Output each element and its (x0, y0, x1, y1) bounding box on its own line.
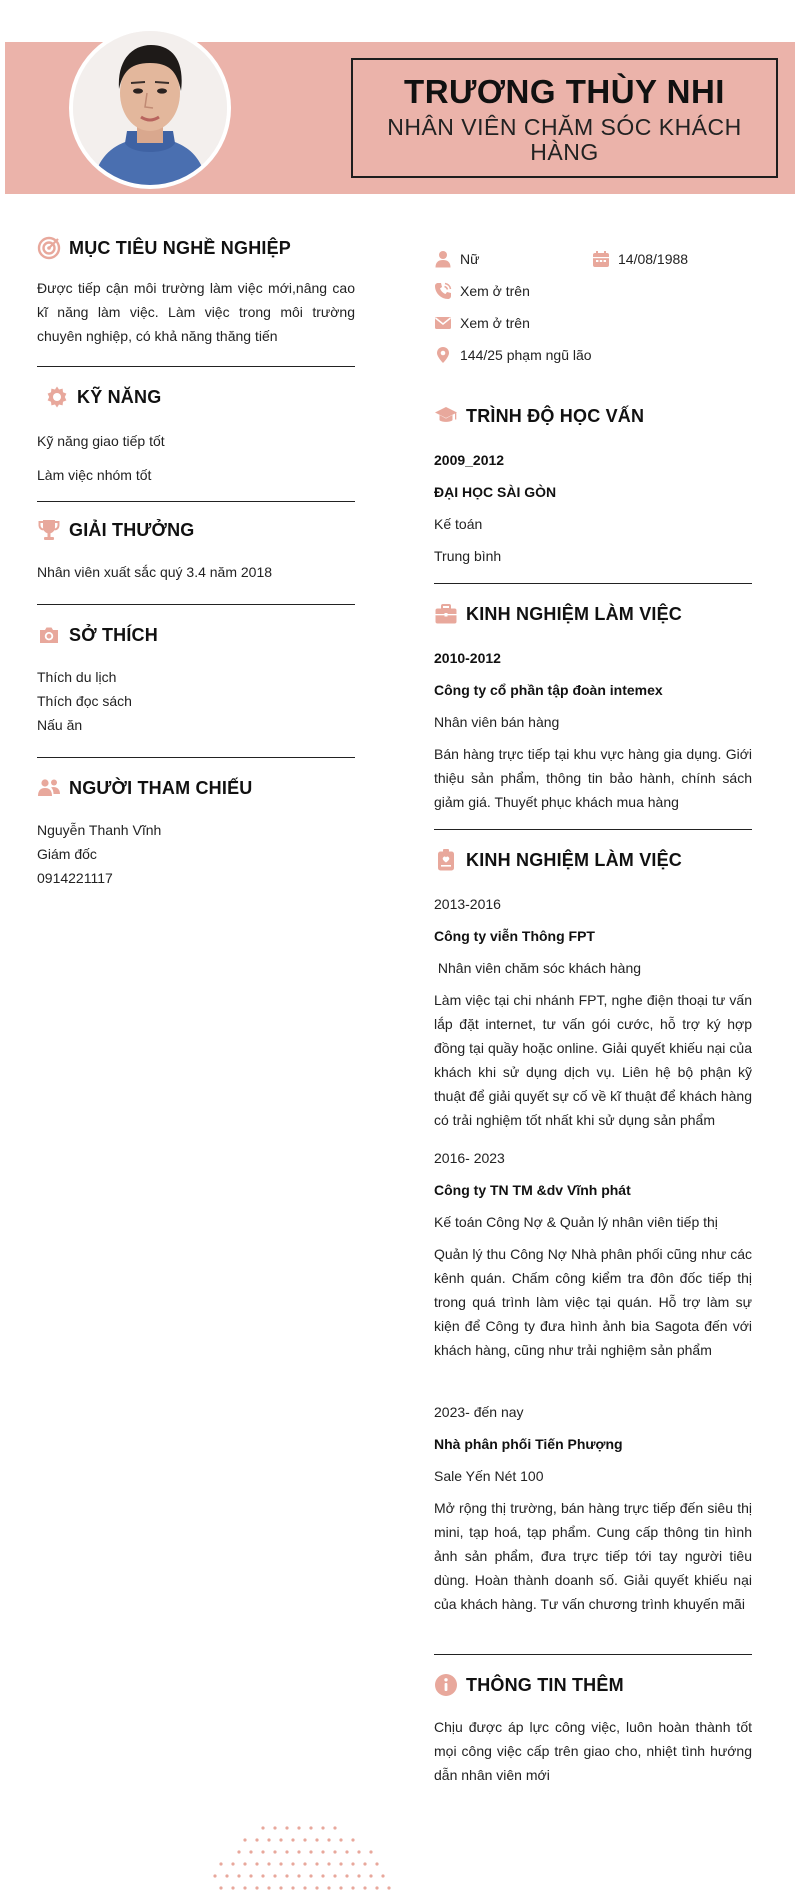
hobbies-list (37, 665, 355, 737)
job-period: 2016- 2023 (434, 1150, 505, 1166)
gender-item (434, 250, 479, 268)
target-icon (37, 236, 61, 260)
envelope-icon (434, 314, 452, 332)
skills-heading-label: KỸ NĂNG (77, 386, 162, 407)
portrait-image (73, 31, 227, 185)
school-name: ĐẠI HỌC SÀI GÒN (434, 484, 557, 500)
people-icon (37, 776, 61, 800)
list-item: Thích du lịch (37, 669, 117, 685)
company-name: Công ty TN TM &dv Vĩnh phát (434, 1182, 631, 1198)
birthday-item (592, 250, 688, 268)
phone-value: Xem ở trên (460, 283, 530, 299)
name-title-box (351, 58, 778, 178)
person-icon (434, 250, 452, 268)
right-column (434, 240, 752, 1787)
list-item: Giám đốc (37, 846, 97, 862)
list-item: Nguyễn Thanh Vĩnh (37, 822, 162, 838)
job-entry (434, 1400, 752, 1616)
hobbies-heading-label: SỞ THÍCH (69, 624, 158, 645)
experience1-heading-label: KINH NGHIỆM LÀM VIỆC (466, 603, 683, 624)
company-name: Nhà phân phối Tiến Phượng (434, 1436, 623, 1452)
trophy-icon (37, 518, 61, 542)
experience1-entry (434, 646, 752, 814)
address-value: 144/25 phạm ngũ lão (460, 347, 592, 363)
candidate-name: TRƯƠNG THÙY NHI (404, 73, 725, 110)
profile-photo (73, 31, 227, 185)
birthday-value: 14/08/1988 (618, 251, 689, 267)
gear-icon (45, 385, 69, 409)
camera-icon (37, 623, 61, 647)
objective-heading-label: MỤC TIÊU NGHỀ NGHIỆP (69, 237, 292, 258)
divider (434, 829, 752, 830)
references-heading-label: NGƯỜI THAM CHIẾU (69, 777, 253, 798)
job-role: Sale Yến Nét 100 (434, 1468, 544, 1484)
education-major: Kế toán (434, 516, 483, 532)
awards-heading (37, 510, 355, 550)
extra-text: Chịu được áp lực công việc, luôn hoàn thành tốt mọi công việc cấp trên giao cho, nhiệt tình hướng dẫn nhân viên mới (434, 1719, 752, 1783)
job-entry (434, 892, 752, 1132)
email-value: Xem ở trên (460, 315, 530, 331)
contact-info (434, 240, 752, 363)
education-heading-label: TRÌNH ĐỘ HỌC VẤN (466, 405, 645, 426)
job-entry (434, 1146, 752, 1362)
education-entry (434, 448, 752, 568)
company-name: Công ty viễn Thông FPT (434, 928, 595, 944)
divider (434, 1654, 752, 1655)
job-description: Quản lý thu Công Nợ Nhà phân phối cũng như các kênh quán. Chấm công kiểm tra đôn đốc tiếp thị trong quá trình làm việc tại quán. Hỗ trợ làm sự kiện để Công ty đưa hình ảnh bia Sagota đến với khách hàng, cũng như trải nghiệm sản phẩm (434, 1246, 752, 1358)
graduation-cap-icon (434, 404, 458, 428)
info-icon (434, 1673, 458, 1697)
divider (37, 501, 355, 502)
job-role: Nhân viên bán hàng (434, 714, 560, 730)
hobbies-heading (37, 615, 355, 655)
skills-heading (37, 377, 355, 417)
experience2-heading (434, 840, 752, 880)
divider (37, 604, 355, 605)
references-heading (37, 768, 355, 808)
education-grade: Trung bình (434, 548, 502, 564)
gender-value: Nữ (460, 251, 480, 267)
job-period: 2010-2012 (434, 650, 501, 666)
list-item: Thích đọc sách (37, 693, 132, 709)
address-item (434, 346, 592, 364)
job-title: NHÂN VIÊN CHĂM SÓC KHÁCH HÀNG (387, 114, 742, 165)
experience2-heading-label: KINH NGHIỆM LÀM VIỆC (466, 849, 683, 870)
job-description: Làm việc tại chi nhánh FPT, nghe điện thoại tư vấn lắp đặt internet, tư vấn gói cước, hỗ trợ ký hợp đồng tại quầy hoặc online. Giải quyết khiếu nại của khách khi sử dụng dịch vụ. Liên hệ bộ phận kỹ thuật để giải quyết sự cố về kĩ thuật để khách hàng có trải nghiệm tốt nhất khi sử dụng sản phẩm (434, 992, 752, 1128)
phone-item (434, 282, 530, 300)
job-role: Kế toán Công Nợ & Quản lý nhân viên tiếp thị (434, 1214, 718, 1230)
divider (434, 583, 752, 584)
skills-list (37, 429, 355, 487)
company-name: Công ty cổ phần tập đoàn intemex (434, 682, 663, 698)
list-item: Nấu ăn (37, 717, 83, 733)
list-item: 0914221117 (37, 870, 113, 886)
list-item: Kỹ năng giao tiếp tốt (37, 433, 165, 449)
extra-heading (434, 1665, 752, 1705)
job-period: 2023- đến nay (434, 1404, 524, 1420)
phone-icon (434, 282, 452, 300)
left-column (37, 228, 355, 890)
profile-photo-frame (69, 27, 231, 189)
badge-icon (434, 848, 458, 872)
job-period: 2013-2016 (434, 896, 501, 912)
list-item: Nhân viên xuất sắc quý 3.4 năm 2018 (37, 564, 273, 580)
briefcase-icon (434, 602, 458, 626)
decorative-dots (205, 1812, 395, 1896)
list-item: Làm việc nhóm tốt (37, 467, 152, 483)
job-description: Mở rộng thị trường, bán hàng trực tiếp đến siêu thị mini, tạp hoá, tạp phẩm. Cung cấp thông tin hình ảnh sản phẩm, đưa trực tiếp tới tay người tiêu dùng. Hoàn thành doanh số. Giải quyết khiếu nại của khách hàng. Tư vấn chương trình khuyến mãi (434, 1500, 752, 1612)
location-pin-icon (434, 346, 452, 364)
email-item (434, 314, 530, 332)
job-role: Nhân viên chăm sóc khách hàng (434, 960, 642, 976)
job-description: Bán hàng trực tiếp tại khu vực hàng gia dụng. Giới thiệu sản phẩm, thông tin bảo hành, chính sách giảm giá. Thuyết phục khách mua hàng (434, 746, 752, 810)
awards-heading-label: GIẢI THƯỞNG (69, 519, 195, 540)
objective-text: Được tiếp cận môi trường làm việc mới,nâng cao kĩ năng làm việc. Làm việc trong môi trường chuyên nghiệp, có khả năng thăng tiến (37, 280, 355, 344)
objective-heading (37, 228, 355, 268)
education-period: 2009_2012 (434, 452, 505, 468)
divider (37, 757, 355, 758)
references-list (37, 818, 355, 890)
calendar-icon (592, 250, 610, 268)
divider (37, 366, 355, 367)
extra-heading-label: THÔNG TIN THÊM (466, 1674, 624, 1695)
experience1-heading (434, 594, 752, 634)
education-heading (434, 396, 752, 436)
